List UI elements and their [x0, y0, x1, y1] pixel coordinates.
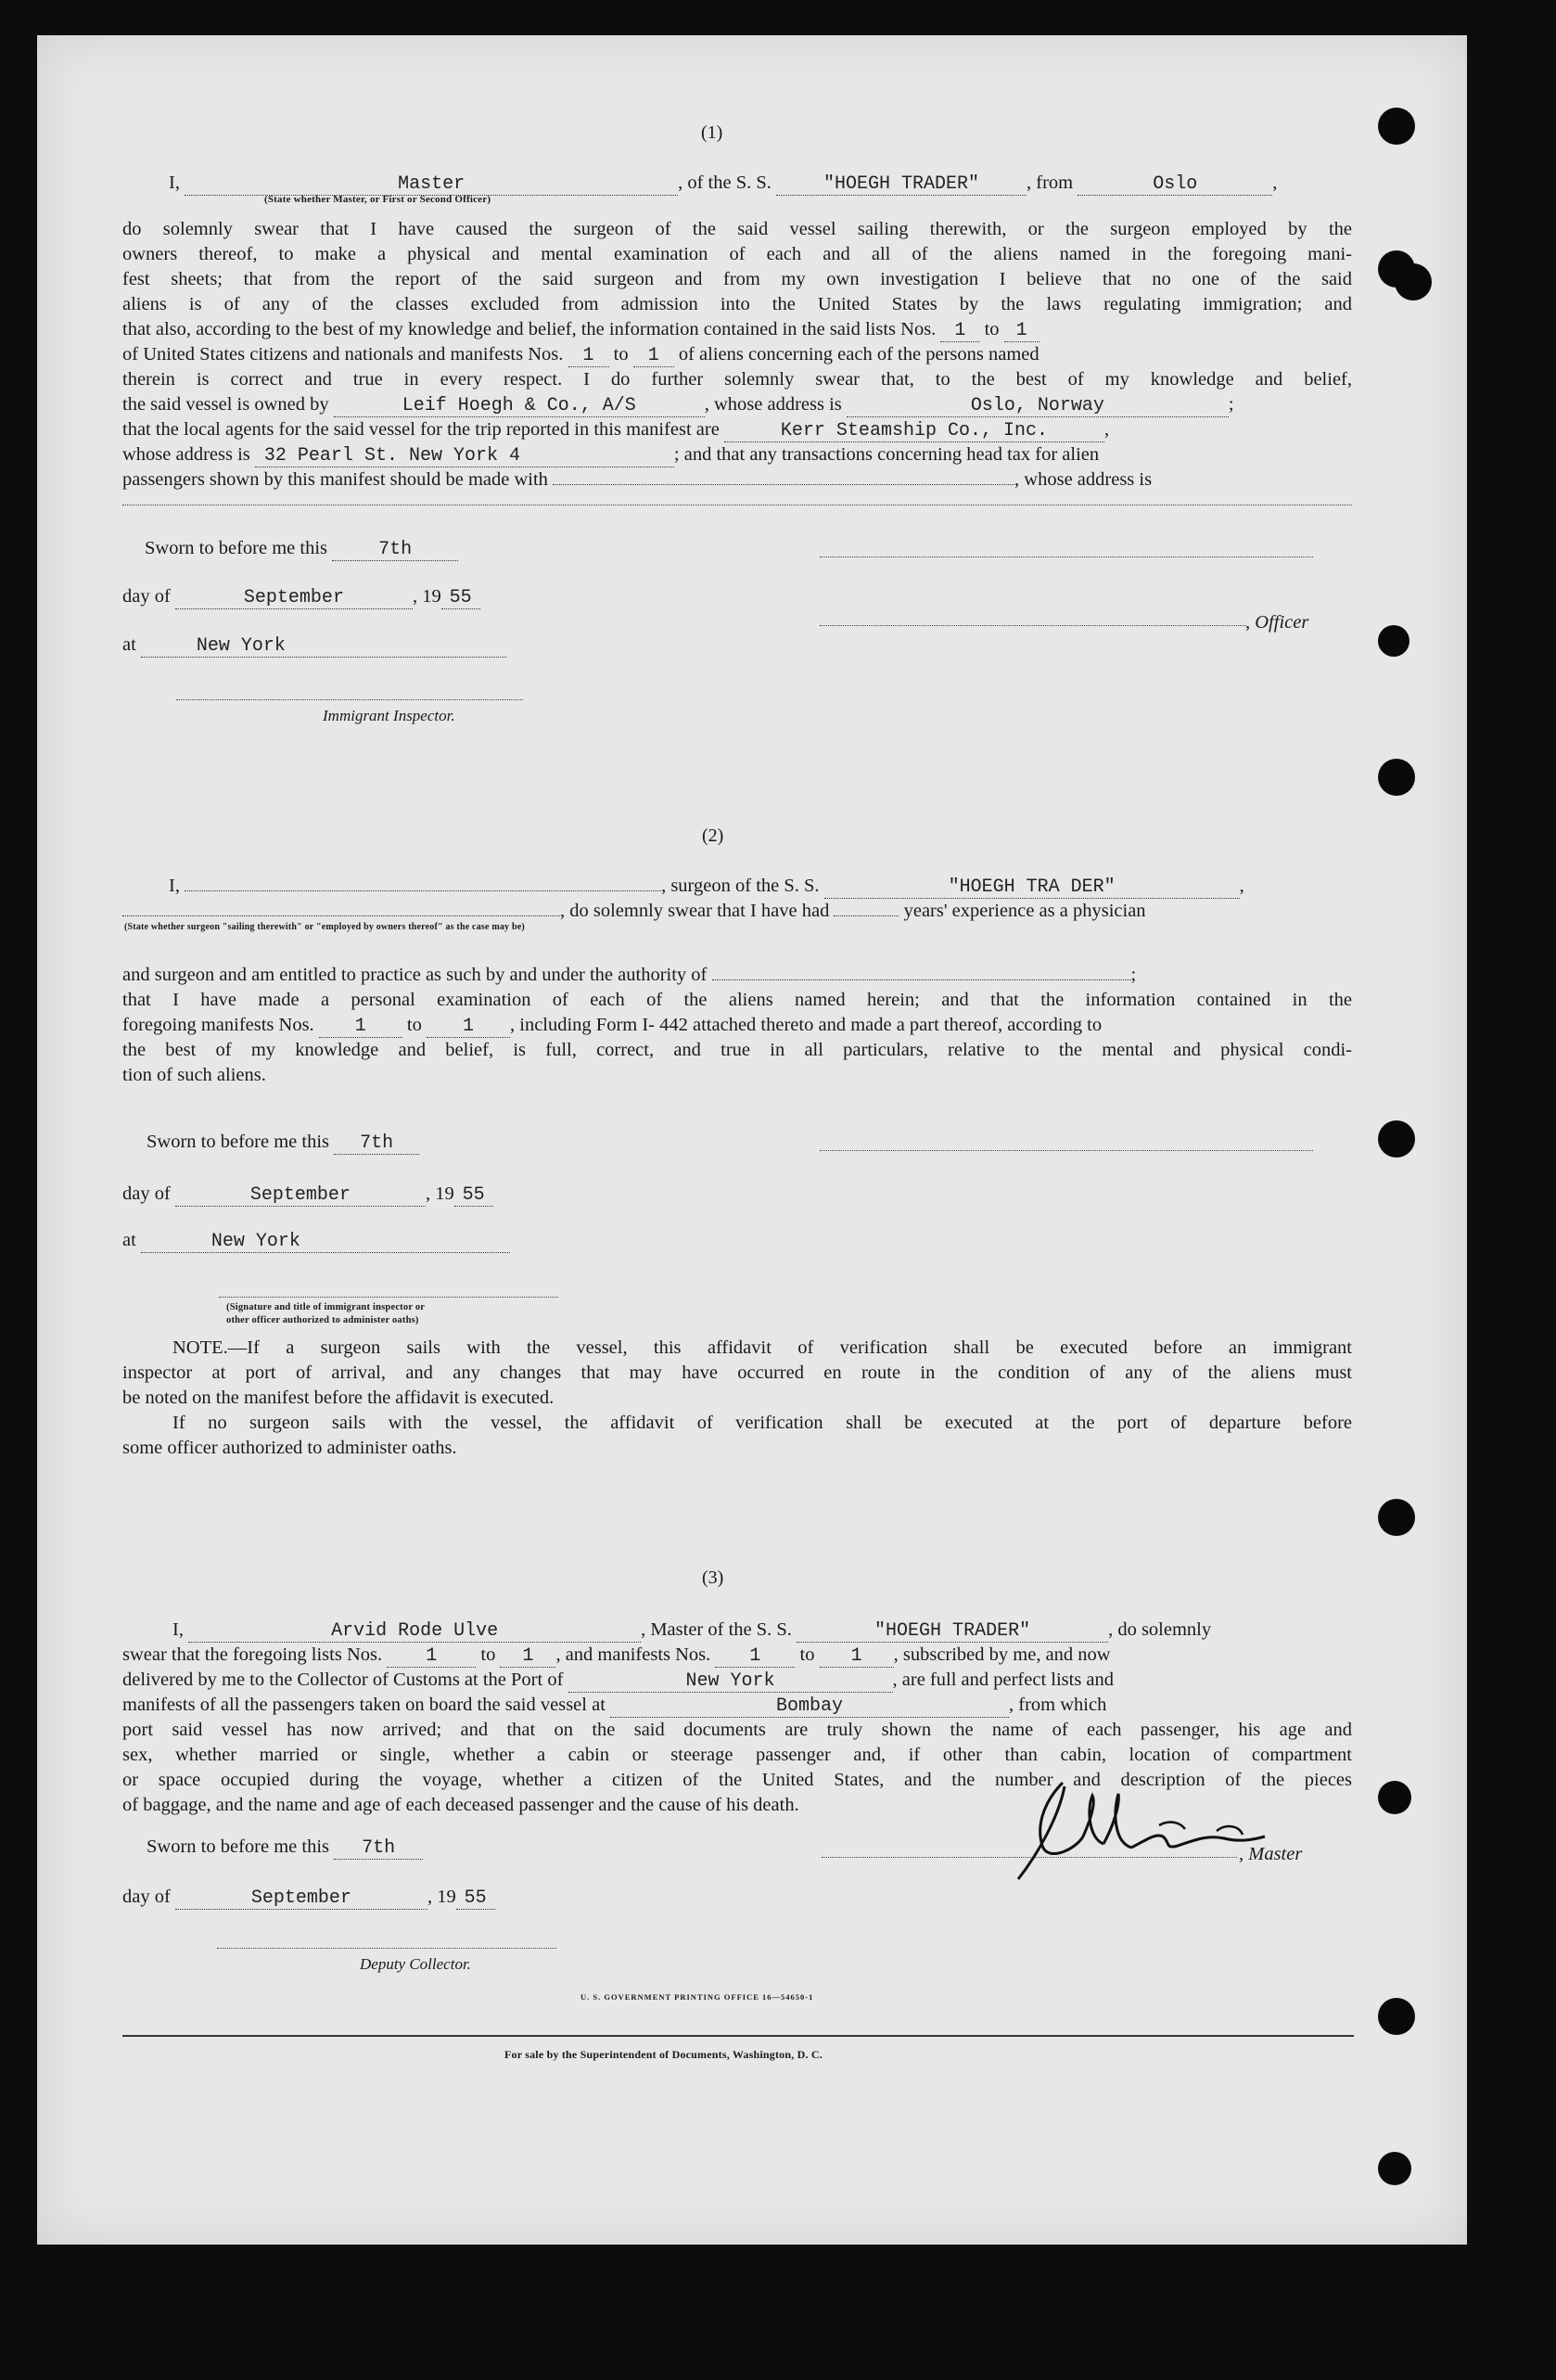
owner-field: Leif Hoegh & Co., A/S — [334, 396, 705, 417]
text: , subscribed by me, and now — [893, 1644, 1111, 1665]
year-field: 55 — [454, 1185, 493, 1207]
text: of United States citizens and nationals and manifests Nos. — [122, 344, 564, 365]
year-field: 55 — [441, 588, 480, 609]
lists-line — [122, 1643, 1111, 1668]
body-line: sex, whether married or single, whether a cabin or steerage passenger and, if other than cabin, location of compartment — [122, 1745, 1352, 1765]
port-field: New York — [568, 1671, 893, 1693]
text: to — [984, 319, 1000, 339]
text: day of — [122, 1887, 171, 1907]
manifests-to-field: 1 — [427, 1017, 510, 1038]
text: , do solemnly — [1108, 1619, 1212, 1640]
footer-rule — [122, 2035, 1354, 2037]
master-line — [169, 171, 1277, 196]
sworn-day-field: 7th — [332, 540, 458, 561]
text: , from which — [1009, 1695, 1107, 1715]
lists-from-field: 1 — [387, 1646, 476, 1668]
place-field: New York — [141, 636, 506, 658]
text: I, — [169, 876, 180, 896]
text: , — [1239, 876, 1244, 896]
authority-line — [122, 963, 1136, 988]
authority-field — [712, 979, 1131, 980]
text: , from — [1027, 173, 1074, 193]
body-line — [122, 317, 1039, 342]
body-line: therein is correct and true in every respect. I do further solemnly swear that, to the best of my knowledge and belief, — [122, 369, 1352, 390]
gpo-imprint: U. S. GOVERNMENT PRINTING OFFICE 16—54650-1 — [580, 1992, 814, 2002]
text: , of the S. S. — [678, 173, 772, 193]
section-number: (2) — [702, 825, 724, 846]
text: to — [613, 344, 629, 365]
inspector-label: Immigrant Inspector. — [323, 707, 455, 724]
body-line: aliens is of any of the classes excluded from admission into the United States by the laws regulating immigration; and — [122, 294, 1352, 314]
sworn-line — [147, 1130, 419, 1155]
month-field: September — [175, 1888, 427, 1910]
note-line: inspector at port of arrival, and any changes that may have occurred en route in the condition of any of the aliens must — [122, 1363, 1352, 1383]
punch-hole — [1378, 108, 1415, 145]
from-field: Oslo — [1078, 174, 1272, 196]
text: manifests of all the passengers taken on board the said vessel at — [122, 1695, 606, 1715]
note-line: NOTE.—If a surgeon sails with the vessel, this affidavit of verification shall be executed before an immigrant — [172, 1337, 1352, 1358]
text: , — [1103, 419, 1110, 440]
body-line: or space occupied during the voyage, whether a citizen of the United States, and the number and description of the pieces — [122, 1770, 1352, 1790]
text: , surgeon of the S. S. — [661, 876, 820, 896]
body-line — [122, 342, 1039, 367]
collector-label: Deputy Collector. — [360, 1955, 471, 1973]
master-signature — [974, 1760, 1363, 1890]
body-line: do solemnly swear that I have caused the surgeon of the said vessel sailing therewith, or the surgeon employed by the — [122, 219, 1352, 239]
field-caption: (State whether surgeon "sailing therewith" or "employed by owners thereof" as the case may be) — [124, 922, 525, 932]
manifests-to-field: 1 — [820, 1646, 894, 1668]
text: , and manifests Nos. — [555, 1644, 711, 1665]
lists-from-field: 1 — [940, 321, 979, 342]
text: , — [1272, 173, 1278, 193]
officer-line — [820, 625, 1246, 626]
punch-hole — [1378, 2152, 1411, 2185]
agent-address-line — [122, 442, 1099, 467]
text: ; — [1228, 394, 1234, 415]
text: , are full and perfect lists and — [892, 1670, 1115, 1690]
punch-hole — [1378, 1120, 1415, 1158]
field-caption: (State whether Master, or First or Second Officer) — [264, 194, 491, 205]
at-line — [122, 1228, 510, 1253]
text: whose address is — [122, 444, 250, 465]
rank-field: Master — [185, 174, 678, 196]
text: delivered by me to the Collector of Customs at the Port of — [122, 1670, 564, 1690]
document-page — [37, 35, 1467, 2245]
master-label: , Master — [1239, 1844, 1303, 1864]
text: , Master of the S. S. — [641, 1619, 792, 1640]
note-line: If no surgeon sails with the vessel, the affidavit of verification shall be executed at the port of departure before — [172, 1413, 1352, 1433]
section-number: (1) — [701, 122, 723, 143]
body-line: owners thereof, to make a physical and mental examination of each and all of the aliens named in the foregoing mani- — [122, 244, 1352, 264]
owner-line — [122, 392, 1234, 417]
punch-hole — [1395, 263, 1432, 301]
surgeon-line — [169, 874, 1244, 899]
sworn-day-field: 7th — [334, 1133, 419, 1155]
text: , 19 — [427, 1887, 456, 1907]
punch-hole — [1378, 1499, 1415, 1536]
note-line: be noted on the manifest before the affidavit is executed. — [122, 1388, 555, 1408]
body-line: the best of my knowledge and belief, is full, correct, and true in all particulars, relative to the mental and physical condi- — [122, 1040, 1352, 1060]
text: , 19 — [425, 1184, 454, 1204]
text: foregoing manifests Nos. — [122, 1015, 314, 1035]
text: and surgeon and am entitled to practice as such by and under the authority of — [122, 965, 708, 985]
text: Sworn to before me this — [147, 1836, 329, 1857]
at-line — [122, 633, 506, 658]
text: , do solemnly swear that I have had — [560, 901, 830, 921]
years-field — [834, 915, 899, 916]
text: swear that the foregoing lists Nos. — [122, 1644, 383, 1665]
body-line: fest sheets; that from the report of the said surgeon and from my own investigation I believe that no one of the said — [122, 269, 1352, 289]
head-tax-field — [553, 484, 1014, 485]
punch-hole — [1378, 759, 1415, 796]
note-line: some officer authorized to administer oaths. — [122, 1438, 457, 1458]
for-sale-note: For sale by the Superintendent of Documents, Washington, D. C. — [504, 2048, 823, 2061]
text: , including Form I- 442 attached thereto and made a part thereof, according to — [510, 1015, 1103, 1035]
manifests-to-field: 1 — [633, 346, 674, 367]
year-field: 55 — [456, 1888, 495, 1910]
punch-hole — [1378, 1781, 1411, 1814]
punch-hole — [1378, 1998, 1415, 2035]
manifests-from-field: 1 — [568, 346, 609, 367]
lists-to-field: 1 — [500, 1646, 555, 1668]
text: I, — [172, 1619, 184, 1640]
text: day of — [122, 586, 171, 607]
date-line — [122, 1885, 495, 1910]
body-line: of baggage, and the name and age of each deceased passenger and the cause of his death. — [122, 1795, 799, 1815]
text: that the local agents for the said vessel for the trip reported in this manifest are — [122, 419, 720, 440]
vessel-field: "HOEGH TRADER" — [776, 174, 1027, 196]
owner-address-field: Oslo, Norway — [847, 396, 1229, 417]
master-name-line — [172, 1618, 1211, 1643]
text: day of — [122, 1184, 171, 1204]
month-field: September — [175, 588, 413, 609]
collector-signature-line — [217, 1948, 556, 1949]
origin-field: Bombay — [610, 1696, 1009, 1718]
text: that also, according to the best of my knowledge and belief, the information contained in the said lists Nos. — [122, 319, 937, 339]
text: I, — [169, 173, 180, 193]
agents-line — [122, 417, 1109, 442]
surgeon-status-field — [122, 915, 560, 916]
surgeon-name-field — [185, 890, 661, 891]
punch-hole — [1378, 625, 1409, 657]
inspector-signature-line — [219, 1297, 558, 1298]
agent-field: Kerr Steamship Co., Inc. — [724, 421, 1104, 442]
surgeon-status-line — [122, 899, 1146, 924]
place-field: New York — [141, 1232, 510, 1253]
text: the said vessel is owned by — [122, 394, 329, 415]
signature-line — [820, 1150, 1313, 1151]
body-line: tion of such aliens. — [122, 1065, 266, 1085]
text: Sworn to before me this — [145, 538, 327, 558]
text: , whose address is — [1014, 469, 1153, 490]
text: to — [406, 1015, 422, 1035]
text: Sworn to before me this — [147, 1132, 329, 1152]
date-line — [122, 1182, 493, 1207]
body-line: that I have made a personal examination of each of the aliens named herein; and that the information contained in the — [122, 990, 1352, 1010]
text: years' experience as a physician — [903, 901, 1146, 921]
text: to — [480, 1644, 496, 1665]
sworn-line — [147, 1835, 423, 1860]
lists-to-field: 1 — [1004, 321, 1039, 342]
text: ; — [1130, 965, 1137, 985]
port-line — [122, 1668, 1114, 1693]
officer-label: , Officer — [1245, 612, 1309, 633]
text: , 19 — [412, 586, 441, 607]
text: of aliens concerning each of the persons named — [678, 344, 1039, 365]
text: to — [799, 1644, 815, 1665]
signature-caption: (Signature and title of immigrant inspector or — [226, 1302, 426, 1312]
sworn-line — [145, 536, 458, 561]
body-line — [122, 1013, 1102, 1038]
date-line — [122, 584, 480, 609]
section-number: (3) — [702, 1567, 724, 1588]
text: at — [122, 634, 136, 655]
text: passengers shown by this manifest should be made with — [122, 469, 548, 490]
sworn-day-field: 7th — [334, 1838, 423, 1860]
manifests-from-field: 1 — [319, 1017, 402, 1038]
text: ; and that any transactions concerning head tax for alien — [673, 444, 1100, 465]
vessel-field: "HOEGH TRA DER" — [824, 877, 1240, 899]
manifests-from-field: 1 — [715, 1646, 795, 1668]
month-field: September — [175, 1185, 426, 1207]
vessel-field: "HOEGH TRADER" — [797, 1621, 1108, 1643]
origin-line — [122, 1693, 1106, 1718]
master-name-field: Arvid Rode Ulve — [188, 1621, 641, 1643]
text: , whose address is — [704, 394, 842, 415]
body-line: port said vessel has now arrived; and that on the said documents are truly shown the name of each passenger, his age and — [122, 1720, 1352, 1740]
text: at — [122, 1230, 136, 1250]
head-tax-line — [122, 467, 1152, 493]
inspector-signature-line — [176, 699, 523, 700]
signature-caption: other officer authorized to administer oaths) — [226, 1315, 419, 1325]
agent-address-field: 32 Pearl St. New York 4 — [255, 446, 674, 467]
